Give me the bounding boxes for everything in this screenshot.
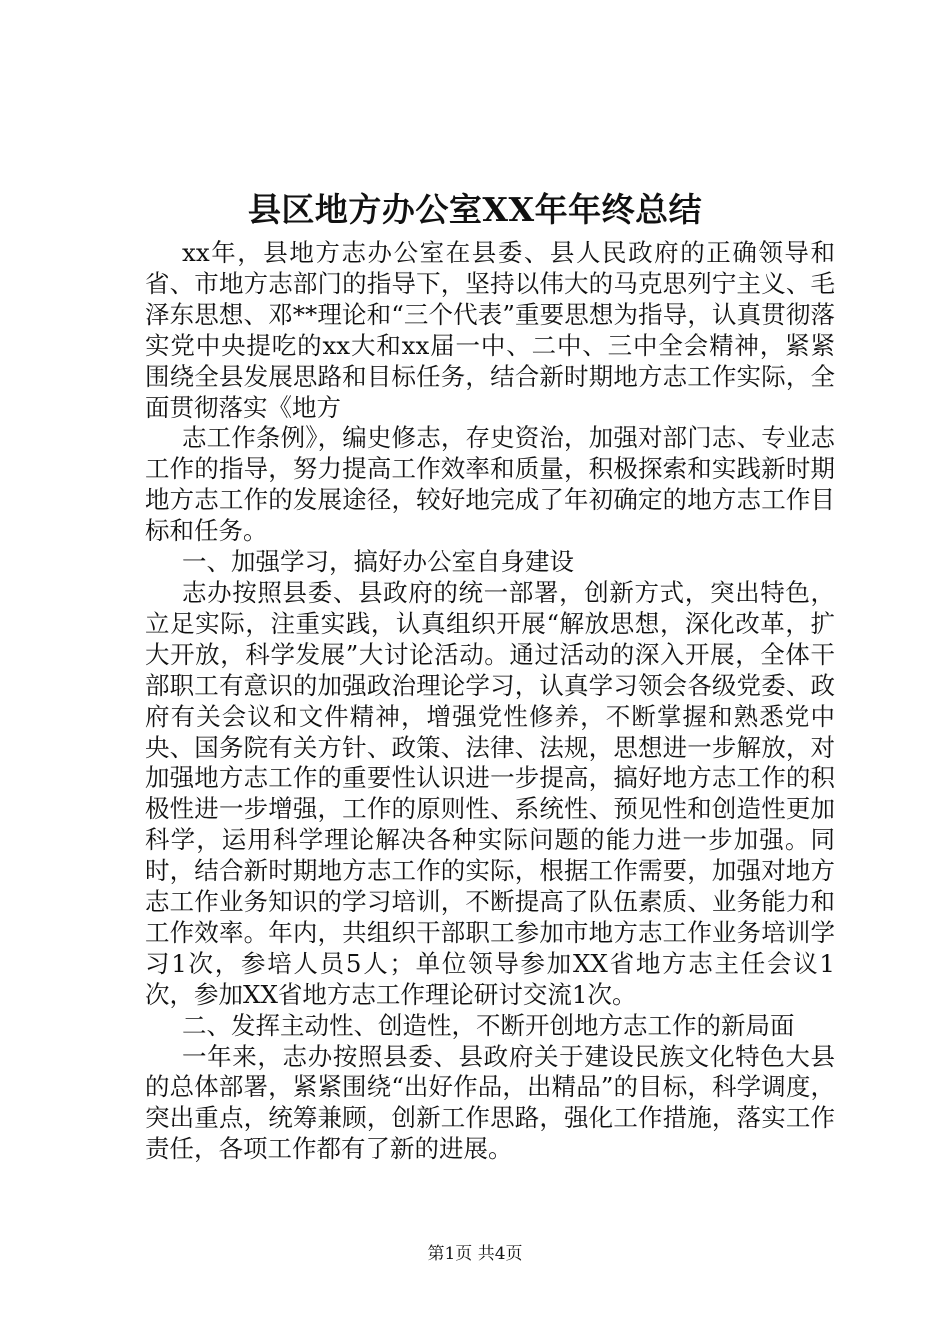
document-body [145, 238, 835, 1165]
page-number-footer: 第1页 共4页 [427, 1244, 523, 1264]
document-title: 县区地方办公室XX年年终总结 [247, 190, 703, 229]
paragraph: 一年来，志办按照县委、县政府关于建设民族文化特色大县的总体部署，紧紧围绕“出好作品，出精品”的目标，科学调度，突出重点，统筹兼顾，创新工作思路，强化工作措施，落实工作责任，各项工作都有了新的进展。 [145, 1041, 835, 1164]
section-heading: 二、发挥主动性、创造性，不断开创地方志工作的新局面 [182, 1010, 795, 1040]
paragraph: 志办按照县委、县政府的统一部署，创新方式，突出特色，立足实际，注重实践，认真组织开展“解放思想，深化改革，扩大开放，科学发展”大讨论活动。通过活动的深入开展，全体干部职工有意识的加强政治理论学习，认真学习领会各级党委、政府有关会议和文件精神，增强党性修养，不断掌握和熟悉党中央、国务院有关方针、政策、法律、法规，思想进一步解放，对加强地方志工作的重要性认识进一步提高，搞好地方志工作的积极性进一步增强，工作的原则性、系统性、预见性和创造性更加科学，运用科学理论解决各种实际问题的能力进一步加强。同时，结合新时期地方志工作的实际，根据工作需要，加强对地方志工作业务知识的学习培训，不断提高了队伍素质、业务能力和工作效率。年内，共组织干部职工参加市地方志工作业务培训学习1次，参培人员5人；单位领导参加XX省地方志主任会议1次，参加XX省地方志工作理论研讨交流1次。 [145, 577, 835, 1009]
paragraph: xx年，县地方志办公室在县委、县人民政府的正确领导和省、市地方志部门的指导下，坚持以伟大的马克思列宁主义、毛泽东思想、邓**理论和“三个代表”重要思想为指导，认真贯彻落实党中央提吃的xx大和xx届一中、二中、三中全会精神，紧紧围绕全县发展思路和目标任务，结合新时期地方志工作实际，全面贯彻落实《地方 [145, 238, 835, 422]
section-heading: 一、加强学习，搞好办公室自身建设 [182, 547, 574, 577]
paragraph: 志工作条例》，编史修志，存史资治，加强对部门志、专业志工作的指导，努力提高工作效率和质量，积极探索和实践新时期地方志工作的发展途径，较好地完成了年初确定的地方志工作目标和任务。 [145, 423, 835, 546]
